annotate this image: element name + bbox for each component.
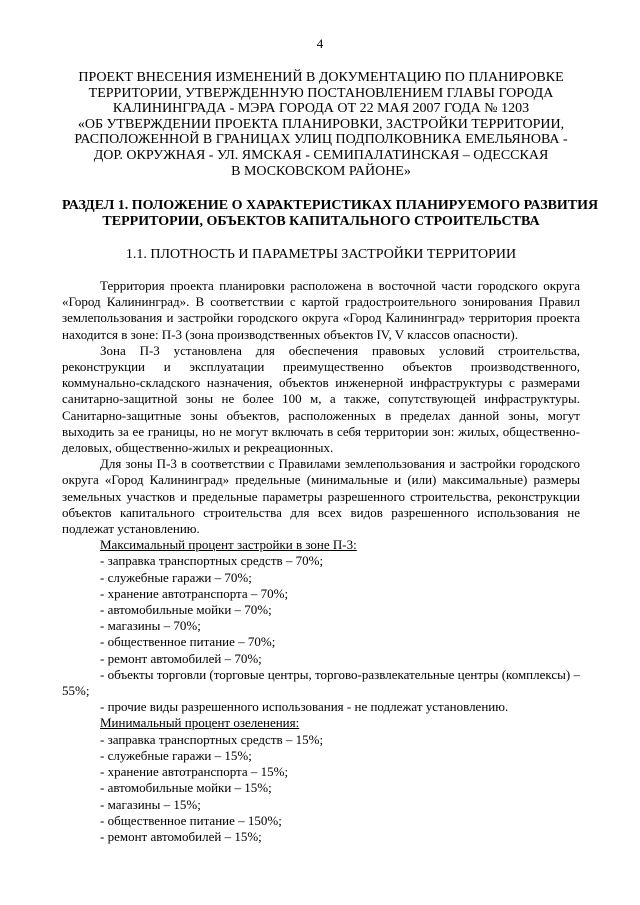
list-item: - магазины – 70%; bbox=[100, 618, 201, 634]
section-heading bbox=[62, 198, 599, 230]
document-title-line: В МОСКОВСКОМ РАЙОНЕ» bbox=[231, 163, 411, 179]
page-number: 4 bbox=[316, 36, 324, 51]
list-item: - общественное питание – 150%; bbox=[100, 812, 282, 828]
min-greening-heading: Минимальный процент озеленения: bbox=[100, 715, 300, 731]
list-item: - хранение автотранспорта – 70%; bbox=[100, 585, 289, 601]
list-item: - ремонт автомобилей – 70%; bbox=[100, 650, 262, 666]
body-text bbox=[62, 278, 580, 845]
list-item: - ремонт автомобилей – 15%; bbox=[100, 828, 262, 844]
list-item: - объекты торговли (торговые центры, торгово-развлекательные центры (комплексы) – 55%; bbox=[62, 666, 580, 699]
document-title bbox=[62, 70, 580, 179]
subsection-heading: 1.1. ПЛОТНОСТЬ И ПАРАМЕТРЫ ЗАСТРОЙКИ ТЕРРИТОРИИ bbox=[125, 247, 517, 262]
paragraph: Зона П-3 установлена для обеспечения правовых условий строительства, реконструкции и эксплуатации преимущественно объектов производственного, коммунально-складского назначения, объектов инженерной инфраструктуры с размерами санитарно-защитной зоны не более 100 м, а также, сопутствующей инфраструктуры. Санитарно-защитные зоны объектов, расположенных в пределах данной зоны, могут выходить за ее границы, но не могут включать в себя территории зон: жилых, общественно-деловых, общественно-жилых и рекреационных. bbox=[62, 342, 580, 456]
paragraph: Для зоны П-3 в соответствии с Правилами землепользования и застройки городского округа «Город Калининград» предельные (минимальные и (или) максимальные) размеры земельных участков и предельные параметры разрешенного строительства, реконструкции объектов капитального строительства для всех видов разрешенного использования не подлежат установлению. bbox=[62, 456, 580, 537]
max-building-heading: Максимальный процент застройки в зоне П-3: bbox=[100, 537, 357, 553]
list-item: - служебные гаражи – 70%; bbox=[100, 569, 252, 585]
section-heading-line: РАЗДЕЛ 1. ПОЛОЖЕНИЕ О ХАРАКТЕРИСТИКАХ ПЛАНИРУЕМОГО РАЗВИТИЯ bbox=[62, 198, 599, 213]
list-item: - заправка транспортных средств – 70%; bbox=[100, 553, 324, 569]
paragraph: Территория проекта планировки расположена в восточной части городского округа «Город Калининград». В соответствии с картой градостроительного зонирования Правил землепользования и застройки городского округа «Город Калининград» территория проекта находится в зоне: П-3 (зона производственных объектов IV, V классов опасности). bbox=[62, 278, 580, 342]
list-item: - автомобильные мойки – 15%; bbox=[100, 780, 272, 796]
list-item: - хранение автотранспорта – 15%; bbox=[100, 764, 289, 780]
list-item: - общественное питание – 70%; bbox=[100, 634, 276, 650]
list-item: - магазины – 15%; bbox=[100, 796, 201, 812]
list-item: - прочие виды разрешенного использования - не подлежат установлению. bbox=[100, 699, 509, 715]
document-title-line: КАЛИНИНГРАДА - МЭРА ГОРОДА ОТ 22 МАЯ 2007 ГОДА № 1203 bbox=[112, 101, 530, 117]
list-item: - служебные гаражи – 15%; bbox=[100, 747, 252, 763]
list-item: - автомобильные мойки – 70%; bbox=[100, 602, 272, 618]
document-title-line: «ОБ УТВЕРЖДЕНИИ ПРОЕКТА ПЛАНИРОВКИ, ЗАСТРОЙКИ ТЕРРИТОРИИ, bbox=[77, 116, 565, 132]
list-item: - заправка транспортных средств – 15%; bbox=[100, 731, 324, 747]
document-title-line: ДОР. ОКРУЖНАЯ - УЛ. ЯМСКАЯ - СЕМИПАЛАТИНСКАЯ – ОДЕССКАЯ bbox=[93, 147, 549, 163]
document-title-line: РАСПОЛОЖЕННОЙ В ГРАНИЦАХ УЛИЦ ПОДПОЛКОВНИКА ЕМЕЛЬЯНОВА - bbox=[74, 132, 568, 148]
document-title-line: ТЕРРИТОРИИ, УТВЕРЖДЕННУЮ ПОСТАНОВЛЕНИЕМ ГЛАВЫ ГОРОДА bbox=[88, 85, 554, 101]
document-title-line: ПРОЕКТ ВНЕСЕНИЯ ИЗМЕНЕНИЙ В ДОКУМЕНТАЦИЮ ПО ПЛАНИРОВКЕ bbox=[78, 70, 564, 85]
section-heading-line: ТЕРРИТОРИИ, ОБЪЕКТОВ КАПИТАЛЬНОГО СТРОИТЕЛЬСТВА bbox=[102, 214, 540, 229]
